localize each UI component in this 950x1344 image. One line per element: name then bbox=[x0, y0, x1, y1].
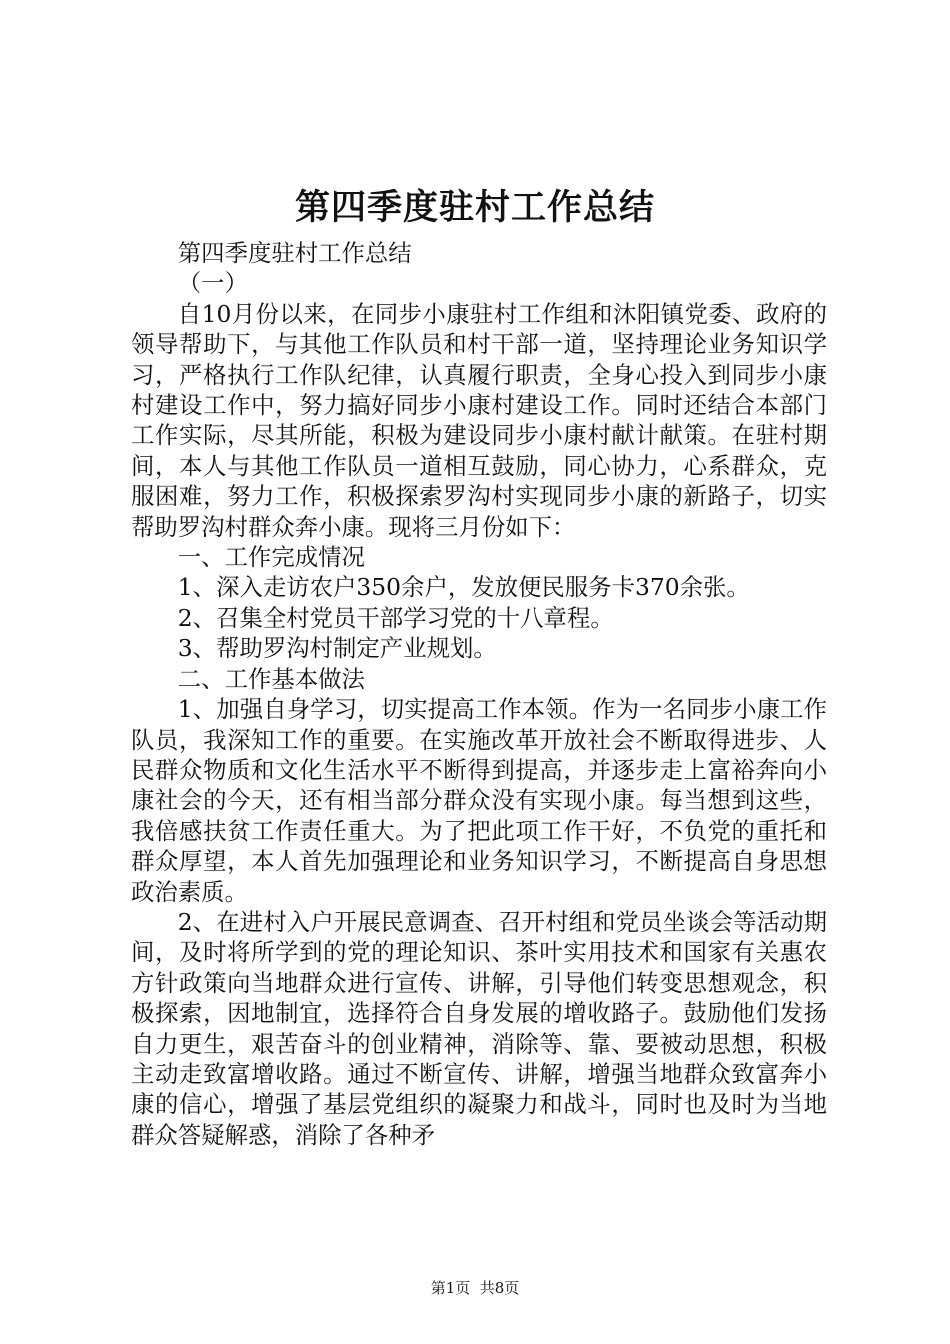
document-title: 第四季度驻村工作总结 bbox=[294, 188, 655, 228]
document-body bbox=[131, 238, 827, 1150]
section-heading-completion: 一、工作完成情况 bbox=[177, 543, 365, 572]
intro-paragraph: 自10月份以来，在同步小康驻村工作组和沐阳镇党委、政府的领导帮助下，与其他工作队员和村干部一道，坚持理论业务知识学习，严格执行工作队纪律，认真履行职责，全身心投入到同步小康村建设工作中，努力搞好同步小康村建设工作。同时还结合本部门工作实际，尽其所能，积极为建设同步小康村献计献策。在驻村期间，本人与其他工作队员一道相互鼓励，同心协力，心系群众，克服困难，努力工作，积极探索罗沟村实现同步小康的新路子，切实帮助罗沟村群众奔小康。现将三月份如下： bbox=[131, 299, 827, 541]
completion-item-2: 2、召集全村党员干部学习党的十八章程。 bbox=[177, 603, 614, 632]
method-paragraph-2: 2、在进村入户开展民意调查、召开村组和党员坐谈会等活动期间，及时将所学到的党的理论知识、茶叶实用技术和国家有关惠农方针政策向当地群众进行宣传、讲解，引导他们转变思想观念，积极探索，因地制宜，选择符合自身发展的增收路子。鼓励他们发扬自力更生，艰苦奋斗的创业精神，消除等、靠、要被动思想，积极主动走致富增收路。通过不断宣传、讲解，增强当地群众致富奔小康的信心，增强了基层党组织的凝聚力和战斗，同时也及时为当地群众答疑解惑，消除了各种矛 bbox=[131, 907, 827, 1149]
section-number: （一） bbox=[177, 269, 248, 298]
body-heading: 第四季度驻村工作总结 bbox=[177, 239, 412, 267]
completion-item-3: 3、帮助罗沟村制定产业规划。 bbox=[177, 634, 497, 663]
page-footer bbox=[0, 1278, 950, 1298]
method-paragraph-1: 1、加强自身学习，切实提高工作本领。作为一名同步小康工作队员，我深知工作的重要。在实施改革开放社会不断取得进步、人民群众物质和文化生活水平不断得到提高，并逐步走上富裕奔向小康社会的今天，还有相当部分群众没有实现小康。每当想到这些，我倍感扶贫工作责任重大。为了把此项工作干好，不负党的重托和群众厚望，本人首先加强理论和业务知识学习，不断提高自身思想政治素质。 bbox=[131, 695, 827, 906]
completion-item-1: 1、深入走访农户350余户，发放便民服务卡370余张。 bbox=[177, 573, 750, 602]
page-number: 第1页 共8页 bbox=[430, 1279, 520, 1297]
section-heading-methods: 二、工作基本做法 bbox=[177, 664, 365, 693]
